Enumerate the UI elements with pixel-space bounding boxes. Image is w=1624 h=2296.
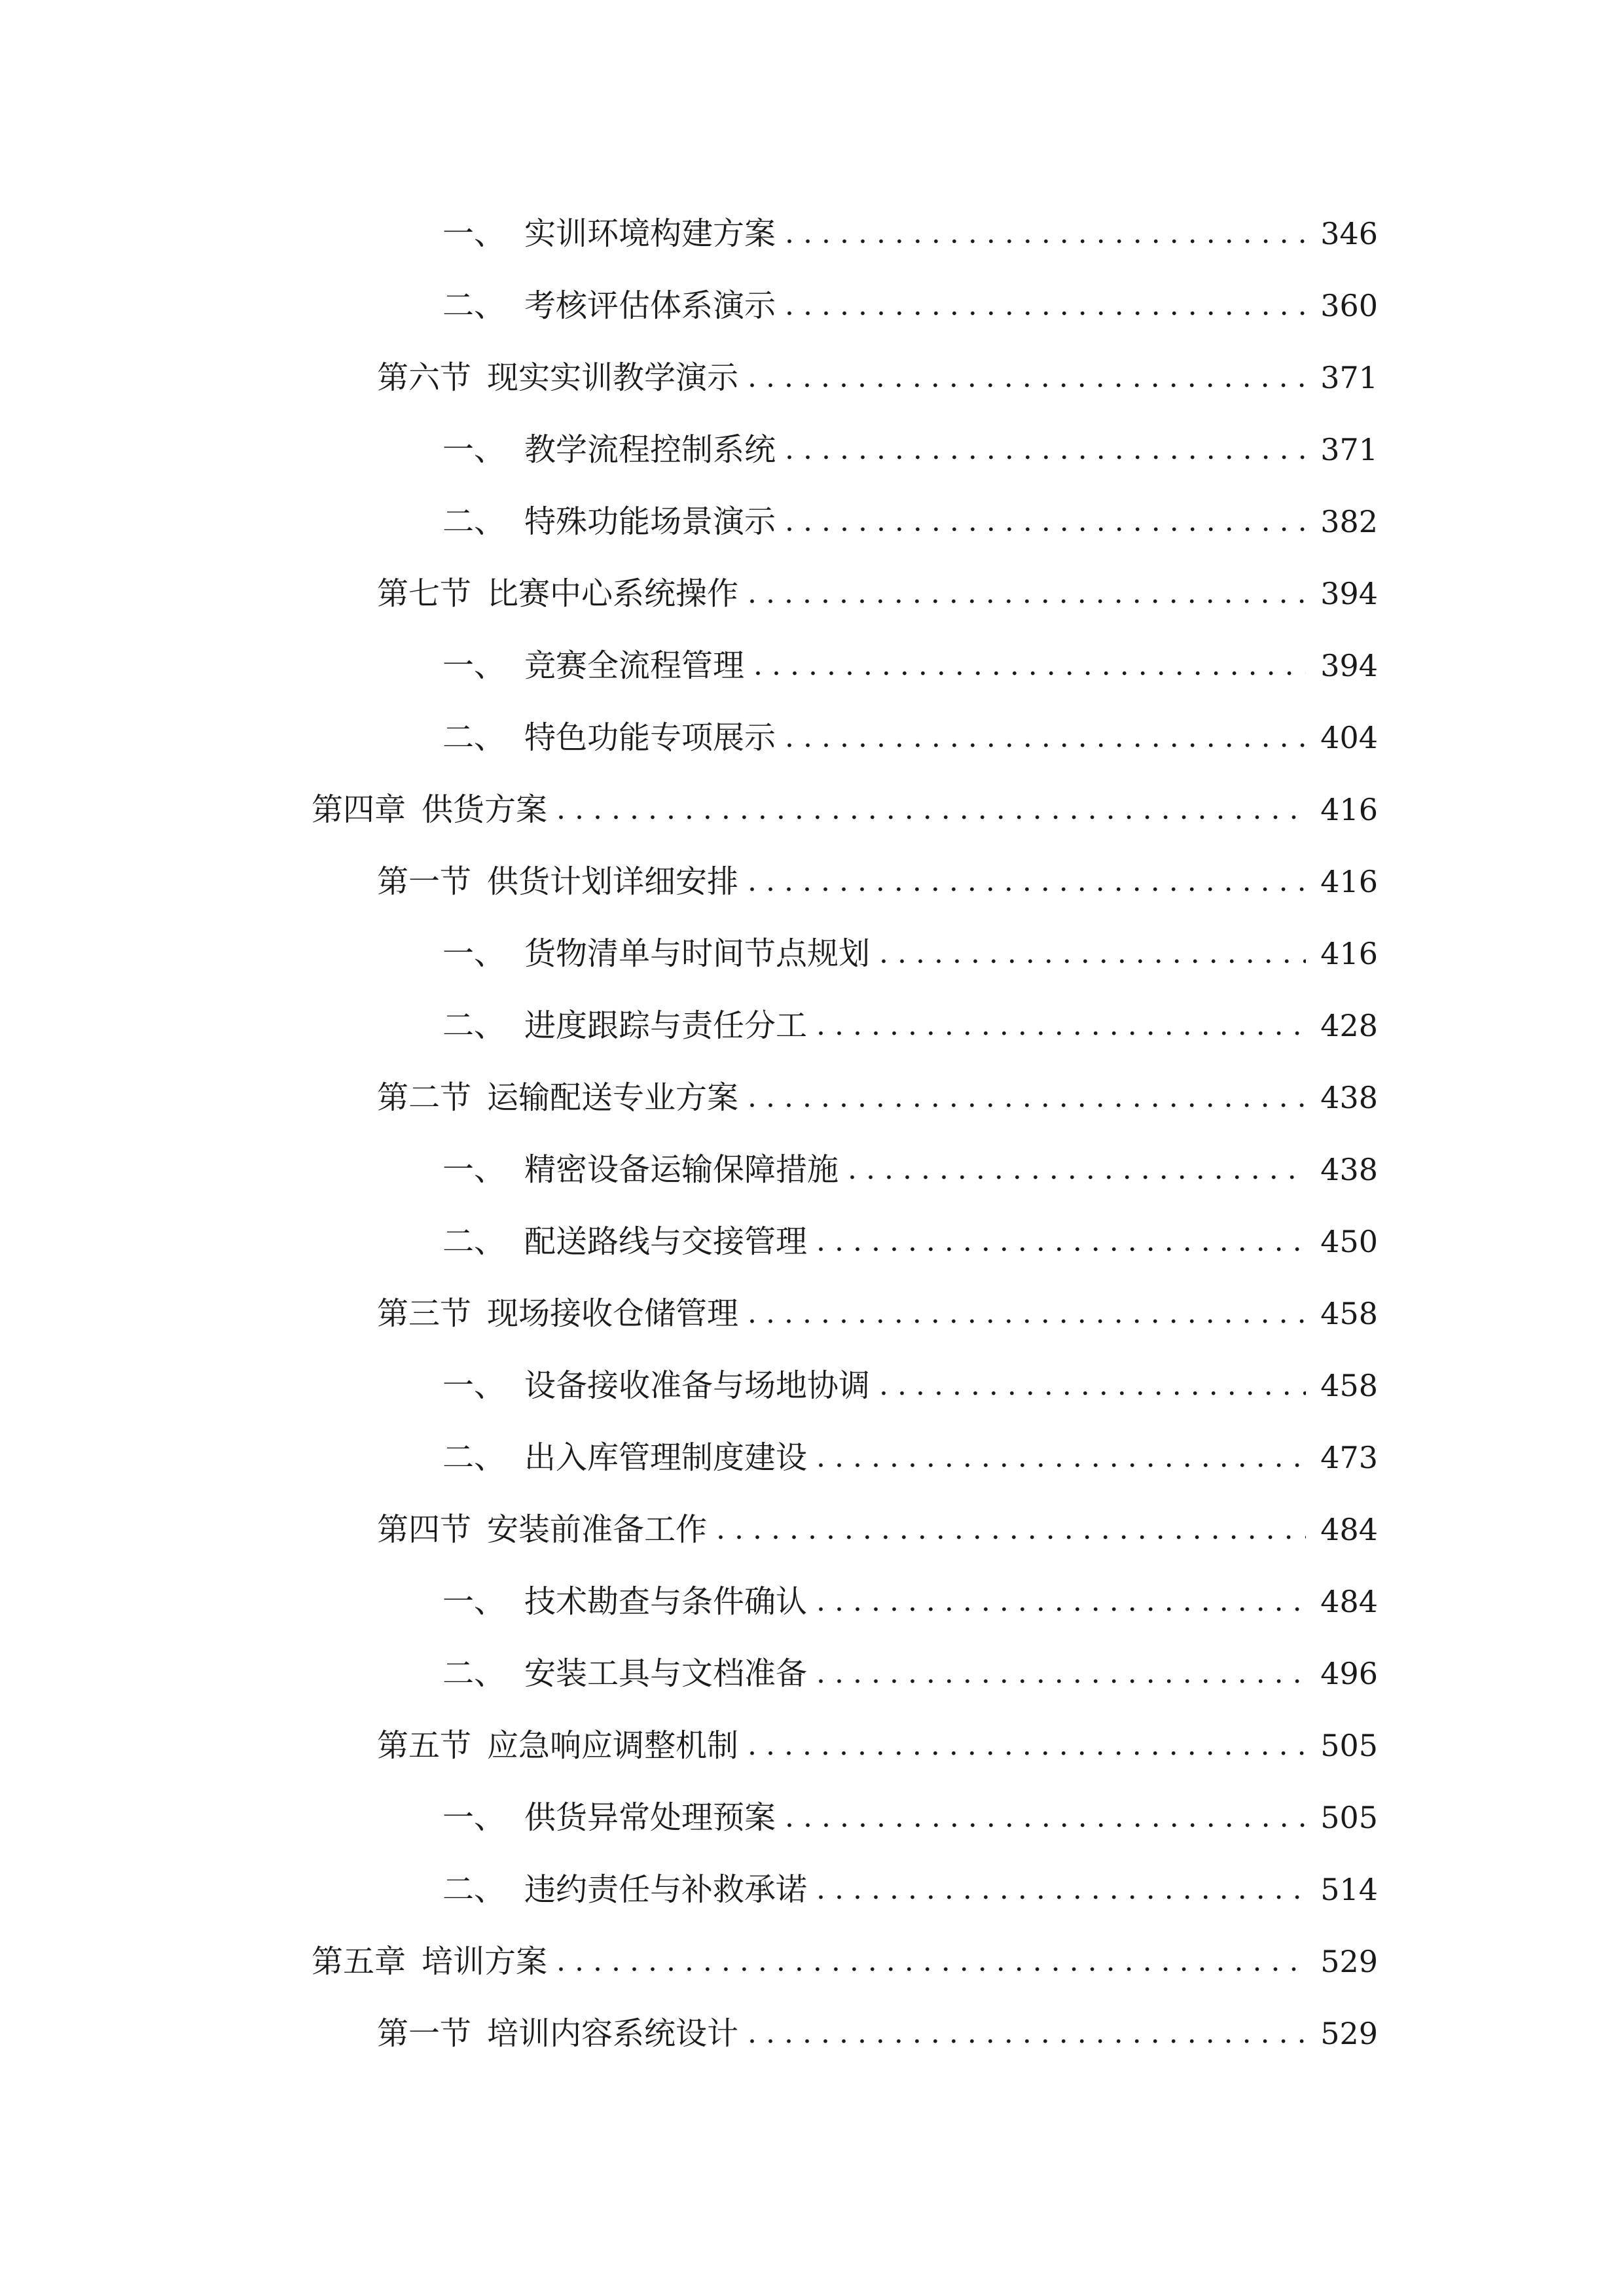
toc-entry-page-number: 404 (1320, 720, 1378, 755)
toc-entry-title: 现场接收仓储管理 (487, 1295, 739, 1332)
toc-entry-page-number: 416 (1320, 936, 1378, 971)
toc-entry-number: 一、 (442, 935, 506, 972)
toc-entry-page-number: 505 (1320, 1728, 1378, 1763)
toc-entry-page-number: 484 (1320, 1584, 1378, 1619)
toc-entry-title: 违约责任与补救承诺 (524, 1871, 808, 1908)
dot-leader (753, 650, 1306, 681)
toc-entry-title: 出入库管理制度建设 (524, 1439, 808, 1476)
toc-entry-page-number: 458 (1320, 1368, 1378, 1403)
toc-entry-label (442, 719, 776, 756)
toc-entry-label (377, 1727, 739, 1764)
toc-entry-level-3[interactable] (0, 1566, 1624, 1638)
toc-entry-label (442, 215, 776, 252)
toc-entry-title: 考核评估体系演示 (524, 287, 776, 324)
toc-entry-number: 一、 (442, 1367, 506, 1404)
toc-entry-number: 第七节 (377, 575, 472, 612)
toc-entry-number: 一、 (442, 1799, 506, 1836)
dot-leader (785, 290, 1306, 321)
toc-entry-level-2[interactable] (0, 558, 1624, 630)
toc-entry-page-number: 484 (1320, 1512, 1378, 1547)
toc-entry-number: 二、 (442, 1007, 506, 1044)
toc-entry-page-number: 505 (1320, 1800, 1378, 1835)
toc-entry-label (442, 1583, 808, 1620)
toc-entry-number: 第一节 (377, 863, 472, 900)
toc-entry-label (442, 1871, 808, 1908)
toc-entry-label (442, 1007, 808, 1044)
dot-leader (816, 1226, 1306, 1257)
dot-leader (816, 1442, 1306, 1473)
dot-leader (785, 1802, 1306, 1833)
toc-entry-title: 安装前准备工作 (487, 1511, 708, 1548)
toc-entry-label (442, 1439, 808, 1476)
dot-leader (848, 1154, 1306, 1185)
toc-entry-number: 一、 (442, 1583, 506, 1620)
dot-leader (879, 938, 1306, 969)
toc-entry-title: 竞赛全流程管理 (524, 647, 745, 684)
dot-leader (748, 2018, 1306, 2049)
toc-entry-level-3[interactable] (0, 270, 1624, 342)
toc-entry-label (442, 935, 871, 972)
toc-entry-page-number: 394 (1320, 648, 1378, 683)
dot-leader (716, 1514, 1306, 1545)
toc-entry-label (377, 1511, 708, 1548)
toc-entry-page-number: 458 (1320, 1296, 1378, 1331)
toc-entry-page-number: 416 (1320, 792, 1378, 827)
toc-entry-title: 配送路线与交接管理 (524, 1223, 808, 1260)
toc-entry-level-3[interactable] (0, 198, 1624, 270)
toc-entry-title: 运输配送专业方案 (487, 1079, 739, 1116)
dot-leader (748, 866, 1306, 897)
toc-entry-title: 比赛中心系统操作 (487, 575, 739, 612)
toc-entry-level-3[interactable] (0, 1350, 1624, 1422)
toc-entry-label (442, 1151, 839, 1188)
toc-entry-title: 精密设备运输保障措施 (524, 1151, 839, 1188)
toc-entry-label (377, 2015, 739, 2052)
dot-leader (785, 218, 1306, 249)
dot-leader (748, 1298, 1306, 1329)
toc-entry-page-number: 371 (1320, 432, 1378, 467)
toc-entry-number: 第五章 (312, 1943, 406, 1980)
dot-leader (785, 434, 1306, 465)
toc-entry-level-2[interactable] (0, 1278, 1624, 1350)
toc-entry-level-2[interactable] (0, 1062, 1624, 1134)
toc-entry-label (312, 1943, 548, 1980)
toc-entry-level-3[interactable] (0, 414, 1624, 486)
toc-entry-page-number: 473 (1320, 1440, 1378, 1475)
toc-entry-number: 第一节 (377, 2015, 472, 2052)
dot-leader (748, 1730, 1306, 1761)
toc-entry-label (442, 1799, 776, 1836)
toc-entry-title: 特色功能专项展示 (524, 719, 776, 756)
dot-leader (556, 1946, 1306, 1977)
toc-entry-level-2[interactable] (0, 1998, 1624, 2070)
toc-entry-number: 二、 (442, 719, 506, 756)
dot-leader (748, 362, 1306, 393)
toc-entry-level-3[interactable] (0, 1134, 1624, 1206)
dot-leader (556, 794, 1306, 825)
toc-entry-label (377, 575, 739, 612)
toc-entry-label (377, 1079, 739, 1116)
toc-entry-level-3[interactable] (0, 702, 1624, 774)
toc-entry-title: 特殊功能场景演示 (524, 503, 776, 540)
toc-entry-label (442, 647, 745, 684)
toc-entry-page-number: 438 (1320, 1080, 1378, 1115)
toc-entry-label (442, 1223, 808, 1260)
toc-entry-title: 培训内容系统设计 (487, 2015, 739, 2052)
toc-entry-level-1[interactable] (0, 774, 1624, 846)
toc-entry-title: 供货计划详细安排 (487, 863, 739, 900)
toc-entry-page-number: 450 (1320, 1224, 1378, 1259)
toc-entry-number: 第四章 (312, 791, 406, 828)
toc-entry-title: 培训方案 (422, 1943, 548, 1980)
toc-entry-label (377, 359, 739, 396)
toc-entry-title: 进度跟踪与责任分工 (524, 1007, 808, 1044)
toc-entry-level-3[interactable] (0, 918, 1624, 990)
toc-entry-level-3[interactable] (0, 1854, 1624, 1926)
toc-entry-label (442, 431, 776, 468)
toc-entry-page-number: 416 (1320, 864, 1378, 899)
toc-entry-title: 现实实训教学演示 (487, 359, 739, 396)
toc-entry-title: 设备接收准备与场地协调 (524, 1367, 871, 1404)
toc-entry-number: 第三节 (377, 1295, 472, 1332)
toc-entry-number: 一、 (442, 1151, 506, 1188)
dot-leader (748, 578, 1306, 609)
dot-leader (748, 1082, 1306, 1113)
toc-entry-level-2[interactable] (0, 846, 1624, 918)
toc-entry-page-number: 428 (1320, 1008, 1378, 1043)
toc-entry-page-number: 496 (1320, 1656, 1378, 1691)
toc-entry-label (442, 1655, 808, 1692)
toc-entry-level-3[interactable] (0, 486, 1624, 558)
toc-entry-label (442, 1367, 871, 1404)
toc-entry-page-number: 514 (1320, 1872, 1378, 1907)
toc-entry-title: 应急响应调整机制 (487, 1727, 739, 1764)
toc-entry-number: 第六节 (377, 359, 472, 396)
toc-entry-level-3[interactable] (0, 1422, 1624, 1494)
toc-entry-level-2[interactable] (0, 342, 1624, 414)
toc-entry-title: 实训环境构建方案 (524, 215, 776, 252)
toc-entry-title: 技术勘查与条件确认 (524, 1583, 808, 1620)
toc-entry-level-1[interactable] (0, 1926, 1624, 1998)
dot-leader (816, 1010, 1306, 1041)
toc-entry-level-3[interactable] (0, 1638, 1624, 1710)
toc-entry-label (312, 791, 548, 828)
toc-entry-page-number: 529 (1320, 1944, 1378, 1979)
toc-entry-label (377, 863, 739, 900)
toc-entry-number: 二、 (442, 1223, 506, 1260)
toc-entry-title: 货物清单与时间节点规划 (524, 935, 871, 972)
toc-entry-number: 二、 (442, 1439, 506, 1476)
dot-leader (816, 1874, 1306, 1905)
toc-entry-level-2[interactable] (0, 1494, 1624, 1566)
toc-entry-number: 二、 (442, 1655, 506, 1692)
toc-entry-page-number: 371 (1320, 360, 1378, 395)
toc-entry-page-number: 346 (1320, 216, 1378, 251)
toc-entry-number: 一、 (442, 431, 506, 468)
toc-entry-page-number: 529 (1320, 2016, 1378, 2051)
toc-entry-number: 第二节 (377, 1079, 472, 1116)
toc-entry-title: 供货异常处理预案 (524, 1799, 776, 1836)
toc-entry-page-number: 360 (1320, 288, 1378, 323)
dot-leader (879, 1370, 1306, 1401)
toc-entry-level-3[interactable] (0, 1782, 1624, 1854)
toc-entry-page-number: 438 (1320, 1152, 1378, 1187)
toc-entry-number: 第五节 (377, 1727, 472, 1764)
dot-leader (785, 722, 1306, 753)
dot-leader (816, 1586, 1306, 1617)
toc-entry-page-number: 394 (1320, 576, 1378, 611)
toc-entry-level-3[interactable] (0, 990, 1624, 1062)
toc-entry-label (377, 1295, 739, 1332)
toc-entry-page-number: 382 (1320, 504, 1378, 539)
toc-entry-number: 一、 (442, 647, 506, 684)
toc-entry-number: 二、 (442, 287, 506, 324)
dot-leader (816, 1658, 1306, 1689)
toc-entry-level-3[interactable] (0, 1206, 1624, 1278)
toc-entry-title: 安装工具与文档准备 (524, 1655, 808, 1692)
toc-entry-number: 第四节 (377, 1511, 472, 1548)
toc-entry-number: 二、 (442, 503, 506, 540)
toc-entry-level-3[interactable] (0, 630, 1624, 702)
table-of-contents (0, 198, 1624, 2070)
toc-entry-label (442, 503, 776, 540)
toc-entry-number: 二、 (442, 1871, 506, 1908)
toc-entry-title: 供货方案 (422, 791, 548, 828)
toc-entry-level-2[interactable] (0, 1710, 1624, 1782)
toc-entry-label (442, 287, 776, 324)
dot-leader (785, 506, 1306, 537)
toc-entry-number: 一、 (442, 215, 506, 252)
toc-entry-title: 教学流程控制系统 (524, 431, 776, 468)
